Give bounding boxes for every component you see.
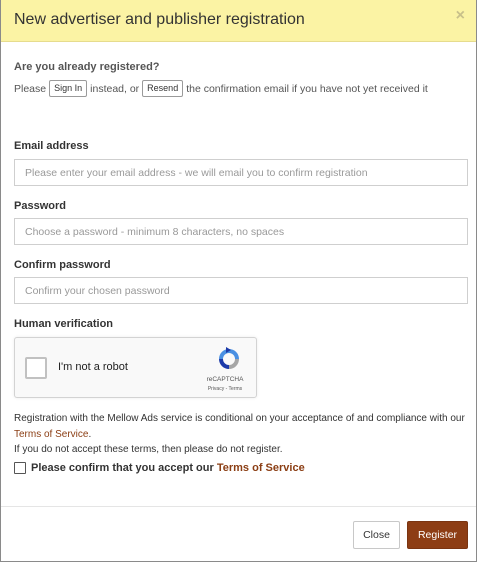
recaptcha-label: I'm not a robot: [58, 361, 128, 373]
dialog-title: New advertiser and publisher registration: [14, 11, 305, 28]
register-button[interactable]: Register: [407, 521, 468, 549]
terms-of-service-link[interactable]: Terms of Service: [14, 428, 89, 440]
please-text: Please: [14, 82, 47, 95]
terms-line2: If you do not accept these terms, then please do not register.: [14, 444, 283, 455]
email-label: Email address: [14, 140, 89, 152]
password-field[interactable]: Choose a password - minimum 8 characters, no spaces: [14, 218, 468, 245]
confirm-password-field[interactable]: Confirm your chosen password: [14, 277, 468, 304]
recaptcha-links[interactable]: Privacy - Terms: [207, 386, 243, 392]
accept-terms-checkbox[interactable]: [14, 462, 26, 474]
close-button[interactable]: Close: [353, 521, 400, 549]
footer-divider: [1, 506, 476, 507]
already-registered-line: [14, 80, 428, 97]
terms-period: .: [88, 428, 92, 440]
dialog-header: [1, 0, 476, 42]
resend-button[interactable]: Resend: [142, 80, 183, 97]
accept-terms-link[interactable]: Terms of Service: [216, 462, 305, 474]
accept-terms-row: [14, 462, 305, 474]
password-label: Password: [14, 200, 66, 212]
recaptcha-brand: reCAPTCHA: [206, 376, 244, 383]
accept-terms-label: Please confirm that you accept our: [31, 462, 214, 474]
already-registered-heading: Are you already registered?: [14, 61, 160, 73]
terms-line1: Registration with the Mellow Ads service is conditional on your acceptance of and compliance with our: [14, 413, 465, 424]
confirm-password-label: Confirm password: [14, 259, 111, 271]
email-field[interactable]: Please enter your email address - we will email you to confirm registration: [14, 159, 468, 186]
recaptcha-widget: [14, 337, 257, 398]
resend-explanation-text: the confirmation email if you have not yet received it: [186, 82, 428, 95]
recaptcha-icon: [216, 346, 242, 372]
recaptcha-checkbox[interactable]: [25, 357, 47, 379]
human-verification-label: Human verification: [14, 318, 114, 330]
sign-in-button[interactable]: Sign In: [49, 80, 87, 97]
close-icon[interactable]: ×: [455, 7, 465, 24]
instead-text: instead, or: [90, 82, 140, 95]
terms-paragraph: [14, 411, 468, 458]
